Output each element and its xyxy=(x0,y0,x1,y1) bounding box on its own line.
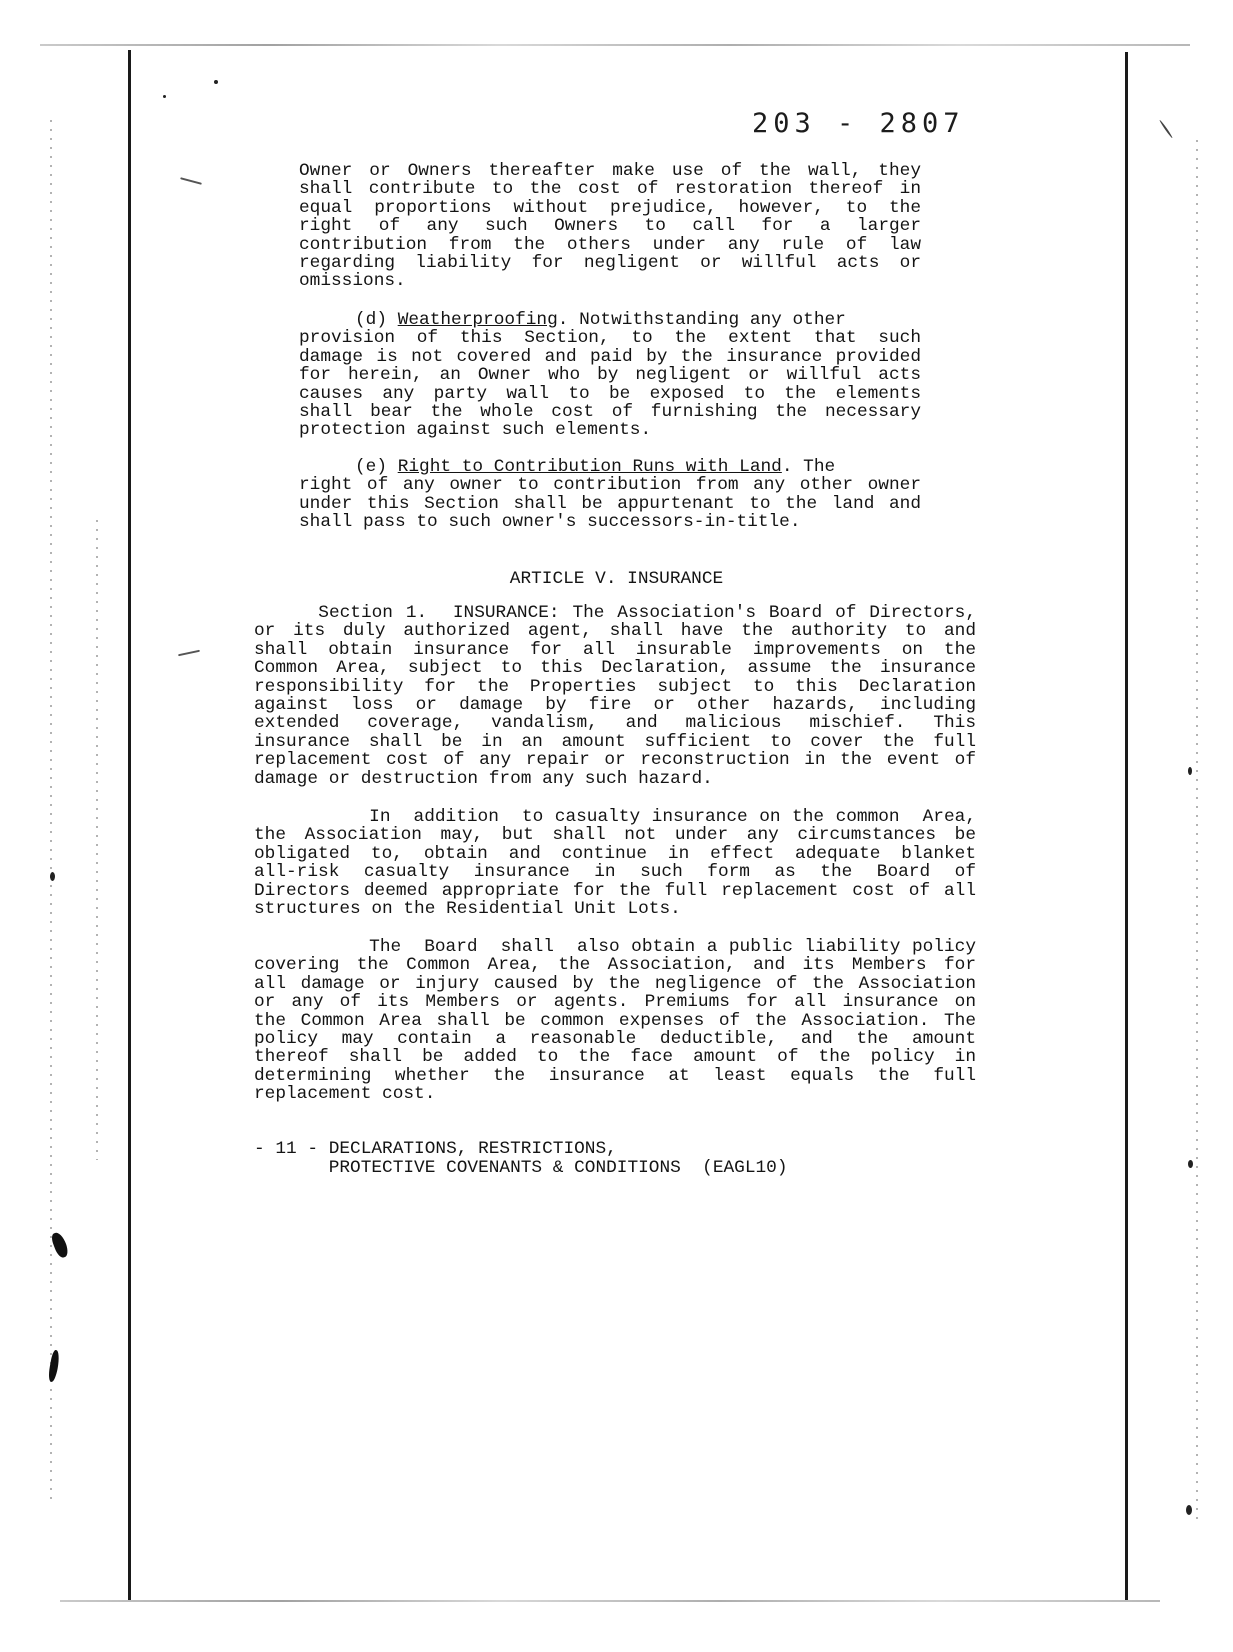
article-heading xyxy=(0,569,1233,589)
text-line: policy may contain a reasonable deductible, and the amount xyxy=(254,1028,976,1049)
text-line: omissions. xyxy=(299,271,406,292)
text-line: or its duly authorized agent, shall have the authority to and xyxy=(254,621,976,642)
text-line: The Board shall also obtain a public liability policy xyxy=(254,937,976,957)
text-line: the Common Area shall be common expenses of the Association. The xyxy=(254,1010,976,1031)
text-line: causes any party wall to be exposed to the elements xyxy=(299,383,921,404)
subsection-first-line xyxy=(299,311,921,329)
text-line: damage or destruction from any such hazard. xyxy=(254,768,713,789)
text-line: shall pass to such owner's successors-in-title. xyxy=(299,512,801,533)
subsection-heading: Right to Contribution Runs with Land xyxy=(397,457,782,477)
footer-line: PROTECTIVE COVENANTS & CONDITIONS (EAGL10) xyxy=(254,1158,788,1178)
text-line: the Association may, but shall not under any circumstances be xyxy=(254,825,976,846)
text-line: Directors deemed appropriate for the full replacement cost of all xyxy=(254,880,976,901)
text-line: right of any owner to contribution from any other owner xyxy=(299,475,921,496)
scan-speck xyxy=(50,872,55,881)
subsection-first-line-rest: . The xyxy=(781,457,836,477)
scan-speck xyxy=(180,177,202,185)
bottom-scan-edge xyxy=(60,1600,1160,1602)
text-line: under this Section shall be appurtenant to the land and xyxy=(299,493,921,514)
text-line: extended coverage, vandalism, and malicious mischief. This xyxy=(254,713,976,734)
carryover-paragraph xyxy=(299,162,921,291)
scan-speck xyxy=(1188,767,1192,775)
text-line: shall bear the whole cost of furnishing the necessary xyxy=(299,401,921,422)
text-line: or any of its Members or agents. Premiums for all insurance on xyxy=(254,992,976,1013)
subsection-first-line-rest: . Notwithstanding any other xyxy=(557,310,846,330)
text-line: all damage or injury caused by the negligence of the Association xyxy=(254,973,976,994)
text-line: regarding liability for negligent or willful acts or xyxy=(299,252,921,273)
text-line: Owner or Owners thereafter make use of the wall, they xyxy=(299,161,921,181)
scan-blot xyxy=(50,1231,70,1260)
text-line: protection against such elements. xyxy=(299,420,652,441)
subsection-first-line xyxy=(299,458,921,476)
text-line: for herein, an Owner who by negligent or willful acts xyxy=(299,365,921,386)
text-line: determining whether the insurance at least equals the full xyxy=(254,1065,976,1086)
footer-line: - 11 - DECLARATIONS, RESTRICTIONS, xyxy=(254,1139,617,1159)
public-liability-paragraph xyxy=(254,938,976,1104)
text-line: insurance shall be in an amount sufficient to cover the full xyxy=(254,731,976,752)
right-margin-rule xyxy=(1125,52,1128,1600)
top-scan-edge xyxy=(40,44,1190,46)
text-line: right of any such Owners to call for a larger xyxy=(299,216,921,237)
text-line: obligated to, obtain and continue in effect adequate blanket xyxy=(254,843,976,864)
text-line: thereof shall be added to the face amount of the policy in xyxy=(254,1047,976,1068)
text-line: Section 1. INSURANCE: The Association's Board of Directors, xyxy=(254,603,976,623)
scan-speck xyxy=(178,650,200,657)
text-line: covering the Common Area, the Association, and its Members for xyxy=(254,955,976,976)
scan-speck xyxy=(163,95,166,98)
text-line: replacement cost of any repair or reconstruction in the event of xyxy=(254,750,976,771)
text-line: responsibility for the Properties subject to this Declaration xyxy=(254,676,976,697)
casualty-insurance-paragraph xyxy=(254,808,976,918)
text-line: structures on the Residential Unit Lots. xyxy=(254,898,681,919)
scan-speck xyxy=(1186,1505,1192,1515)
text-line: provision of this Section, to the extent that such xyxy=(299,328,921,349)
page-stamp: 203 - 2807 xyxy=(752,108,965,139)
left-edge-noise xyxy=(50,120,52,1500)
subsection-heading: Weatherproofing xyxy=(397,310,558,330)
subsection-label: (e) xyxy=(355,457,388,477)
text-line: equal proportions without prejudice, however, to the xyxy=(299,197,921,218)
scan-speck xyxy=(214,80,218,84)
text-line: In addition to casualty insurance on the common Area, xyxy=(254,807,976,827)
subsection-label: (d) xyxy=(355,310,388,330)
text-line: against loss or damage by fire or other hazards, including xyxy=(254,694,976,715)
text-line: shall obtain insurance for all insurable improvements on the xyxy=(254,639,976,660)
text-line: Common Area, subject to this Declaration, assume the insurance xyxy=(254,658,976,679)
left-margin-rule xyxy=(128,50,131,1600)
text-line: replacement cost. xyxy=(254,1084,436,1105)
article-heading-text: ARTICLE V. INSURANCE xyxy=(509,569,724,589)
left-inner-noise xyxy=(96,520,98,1160)
text-line: shall contribute to the cost of restoration thereof in xyxy=(299,179,921,200)
scan-speck xyxy=(1188,1160,1193,1168)
page-footer xyxy=(254,1140,788,1178)
text-line: contribution from the others under any rule of law xyxy=(299,234,921,255)
subsection-d-weatherproofing xyxy=(299,311,921,440)
subsection-e-right-to-contribution xyxy=(299,458,921,532)
scan-speck xyxy=(1159,119,1173,138)
right-edge-noise xyxy=(1196,140,1198,1520)
section-1-insurance xyxy=(254,604,976,788)
text-line: damage is not covered and paid by the insurance provided xyxy=(299,346,921,367)
text-line: all-risk casualty insurance in such form as the Board of xyxy=(254,862,976,883)
